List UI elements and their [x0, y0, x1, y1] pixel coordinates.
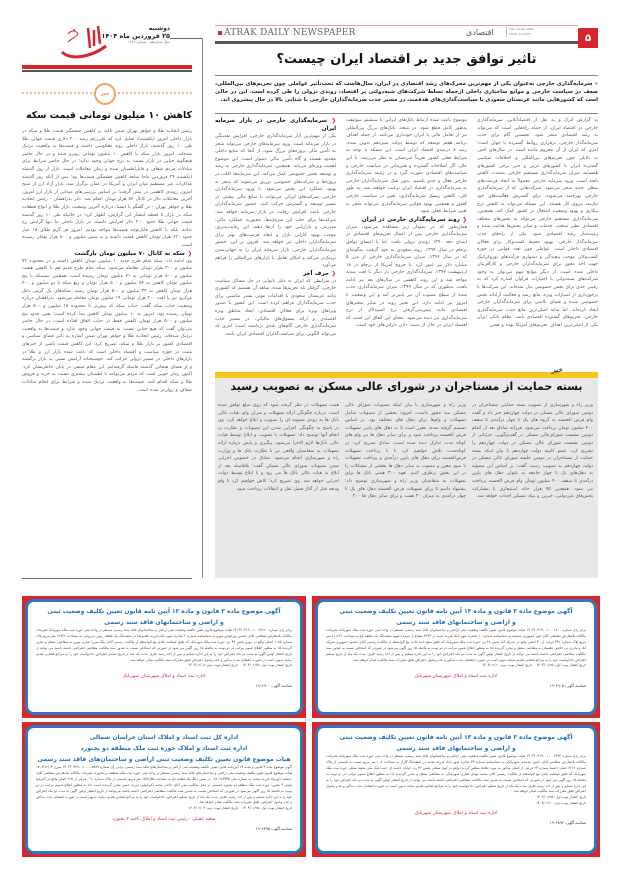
brand-label: ATRAK DAILY NEWSPAPER	[224, 28, 356, 38]
header-bottom-rule	[215, 41, 578, 44]
housing-column-2	[345, 402, 466, 574]
notice-signer: سعید عقیلی - رئیس ثبت اسناد و املاک ناحیه ۲ بجنورد	[112, 816, 216, 822]
article-column-3	[215, 117, 336, 367]
issue-line: سال شانزدهم - شماره ۱۶۸۲	[128, 40, 170, 44]
housing-column-3	[218, 402, 339, 574]
chevron-icon: ❮	[462, 216, 467, 223]
column-text: موضوع باعث شده ارتباط بانک‌های ایرانی با سیستم سوئیفت به‌طور کامل قطع شود. در نتیجه، بانک‌های بزرگ بین‌المللی نیز از تعامل مالی با ایران خودداری می‌کنند. از جمله اهداف برنامه هفتم توسعه که توسط دولت سیزدهم تدوین شده، رشد ۸ درصدی اقتصاد ایران است. این مسئله با توجه به شرایط فعلی کشور تقریباً غیرممکن به نظر می‌رسد. با این حال، اگر اصلاحات گسترده و هم‌زمانی در سیاست خارجی و سیاست‌های اقتصادی صورت گیرد و در زمینه سرمایه‌گذاری خارجی فعال و جدی باشیم، بدون شک سرمایه‌گذاران خارجی به سرمایه‌گذاری در اقتصاد ایران ترغیب خواهند شد. به طور کلی، کاهش ریسک سرمایه‌گذاری، تغییر در سیاست خارجی کشور و همچنین بهبود قوانین سرمایه‌گذاری می‌تواند منجر به تغییر شرایط فعلی شود.	[346, 118, 467, 215]
yellow-bar	[215, 372, 598, 378]
notice-signer: اداره ثبت اسناد و املاک شهرستان شهربابک	[414, 811, 498, 817]
left-red-bar	[22, 65, 192, 69]
notice-id: شناسه آگهی: ۱۹۰۴۹۰۵	[549, 682, 586, 688]
subheading	[346, 216, 467, 224]
brand-name	[218, 28, 356, 38]
notice-dates	[326, 663, 586, 669]
notice-body: برابر رای شماره ۱۴۰۳۶۰۳۱۹۰۰۱۰۰۹۶۲۲۰ هیات موضوع قانون تعیین تکلیف وضعیت ثبتی اراضی و ساختمانهای فاقد سند رسمی مستقر در واحد ثبتی حوزه ثبت ملک شهربابک تصرفات مالکانه بلامعارض متقاضی آقای حسین پورعوض مورو به شناسنامه شماره ۲ صادره شهر بابک فرزند غلامرضا در ششدانگ یک قطعه زمین مزروعی به مساحت ۶۲۳/۲ متر مربع پلاک شماره ۱۰۸۵ اصلی واقع در مورو بخش ۴۷ یزد حوزه ثبت ملک شهربابک که طبق قولنامه عادی مع الواسطه از مالکیت رسمی آقای بیگ میرزا عباری مورو به متقاضی منتقل و محرز گردیده لذا به منظور اطلاع عموم مراتب در دو نوبت به فاصله ۱۵ روز آگهی می شود در صورتی که اشخاص نسبت به صدور سند مالکیت متقاضی اعتراضی داشته باشند می توانند از تاریخ انتشار اولین آگهی به مدت دو ماه اعتراض خود را به این اداره تسلیم و پس از اخذ رسید ظرف مدت یک ماه از تاریخ تسلیم اعتراض دادخواست خود را به مراجع قضایی تقدیم نمایند بدیهی است در صورت انقضای مدت مذکور و عدم وصول اعتراض طبق مقررات سند مالکیت صادر خواهد شد.	[36, 628, 293, 662]
notice-body: آگهی موضوع ماده ۳ قانون و ماده ۱۳ آیین‌نامه قانون تعیین تکلیف وضعیت ثبتی اراضی و ساختمان‌های فاقد سند رسمی. برابر رأی شماره ۱۴۰۳۶۰۳۲۷۰۰۲۰۰۰۰۵۹۸۹ مورخ ۱۴۰۳/۱۲/۰۴ هیأت موضوع قانون تعیین تکلیف وضعیت ثبتی اراضی و ساختمان‌های فاقد سند رسمی مستقر در واحد ثبتی حوزه ثبت ملک منطقه دو بجنورد، تصرفات مالکانه بلامعارض متقاضی آقای جمشید داورپناه فرزند محمد به شماره ملی ۰۶۸۰۱۸۳۴۴۵ در شش دانگ یک قطعه باغ به مساحت ۱۵۹۱/۵۸ متر مربع، قسمتی از پلاک شماره ۹۰ - فرعی از ۲۱۵ اصلی واقع در اکبرقوا بخش ۳ بجنورد حوزه ثبت ملک منطقه دو بجنورد قسمتی از محل مالکیت ثبتی آقای حاجی محمد اکبرقوایی فرزند حسن محرز گردیده است. لذا به منظور اطلاع عموم مراتب در دو نوبت به فاصله ۱۵ روز آگهی می‌شود در صورتی که اشخاص نسبت به صدور سند مالکیت متقاضی اعتراضی داشته باشند می‌توانند از تاریخ انتشار اولین آگهی به مدت دو ماه اعتراض خود را به این اداره تسلیم و پس از اخذ رسید، ظرف مدت یک ماه از تاریخ تسلیم اعتراض، دادخواست خود را به مراجع قضایی تقدیم نمایند. بدیهی است در صورت انقضای مدت مذکور و عدم وصول اعتراض، طبق مقررات سند مالکیت صادر خواهد شد.	[36, 765, 292, 805]
column-text: همان‌طور که در نمودار زیر مشاهده می‌شود، میزان سرمایه‌گذاری خارجی پس از اعمال تحریم‌های اقتصادی در ابتدای دهه ۱۳۹۰ روندی نزولی یافت. اما با امضای توافق برجام در سال ۱۳۹۴، روند صعودی به خود گرفت، به‌گونه‌ای که در سال ۱۳۹۶، میزان سرمایه‌گذاری خارجی از مرز ۵ میلیارد دلار نیز عبور کرد. با خروج آمریکا از برجام در ۱۸ اردیبهشت ۱۳۹۷، سرمایه‌گذاری خارجی بار دیگر با افت شدید مواجه شد و این روند کاهشی در سال‌های بعد نیز ادامه یافت، به‌طوری که در سال ۱۳۹۹، میزان سرمایه‌گذاری جذب شده از سطح مصوب آن نیز پایین‌تر آمد و این وضعیت تا امروز نیز ادامه دارد. این تغییر روند در سایر متغیرهای اقتصادی مانند پیش‌بینی‌گرفتن نرخ اسپیدلاک از نرخ سرمایه‌گذاری نیز دیده می‌شود. معنای این اتفاق این است که اقتصاد ایران در حال از دست دادن دارایی‌های خود است.	[346, 224, 467, 329]
notice-id: شناسه آگهی: ۱۹۰۴۹۰۰	[255, 682, 292, 688]
subheading	[215, 117, 336, 133]
header-top-rule	[215, 25, 578, 26]
subheading-label: حرف آخر	[302, 270, 329, 277]
notice-subtitle: و اراضی و ساختمانهای فاقد سند رسمی	[396, 619, 516, 626]
column-text: همت تسهیلات در نظر گرفته شود که روی مبلغ توافق شده است. درباره چگونگی ارائه تسهیلات و میزان وام، هیات عالی بانک ها به زودی مصوبه ای را تصویب و ابلاغ خواهد کرد. وی در پاسخ به چگونگی اجرایی شدن این مصوبات و نظارت بر انجام آنها توضیح داد: تسهیلات با تصویب و ابلاغ توسط هیات عالی بانک‌ها لازم الاجرا می‌شود. پیگیری و پایش درباره ارائه تسهیلات به متقاضیان واقعی نیز با نظارت بانک ها و وزارت راه و شهرسازی انجام می‌شود. صادق در خصوص اجرایی شدن مصوبات شورای عالی مسکن گفت: بلافاصله بعد از ابلاغ به هیات عالی بانک ها می رود و با ابلاغ توسط دولت اجرایی خواهد شد. وی تصریح کرد: تلاش خواهیم کرد تا وام ودیعه قبل از آغاز فصل نقل و انتقالات پرداخت شود.	[218, 403, 339, 492]
chevron-icon: ❮	[331, 270, 336, 277]
notice-subheader: اداره ثبت اسناد و املاک حوزه ثبت ملک منطقه دو بجنورد	[80, 745, 248, 752]
column-text: وزیر راه و شهرسازی با بیان اینکه مصوبات شورای عالی مسکن سه محور داشت، افزود: بخشی از مصوبات شامل تسهیلات و وام‌ها برای دهک های مختلف بود. بر اساس تصمیم گرفته شده، مقرر است تا به دهک های پایین تسهیلات قرض الحسنه پرداخت شود و برای سایر دهک ها نیز وام های کوتاه مدت تدارک دیده شده است. صادق تصریح کرد: در کوتاه‌مدت تلاش خواهیم کرد تا با پرداخت تسهیلات قرض‌الحسنه برای دهک های پایین درآمدی و پرداخت تسهیلات با سود معین و مصوب به سایر دهک ها بخشی از مشکلات را در این بخش برطرف کنیم. تعهد ۳۰۰ همتی بانک ها برای تسهیلات به متقاضیان وزیر راه و شهرسازی توضیح داد: پیشنهاد دادیم تا برای تسهیلات قرض الحسنه دهک های یک تا چهار درآمدی به میزان ۲۰ همت و برای سایر دهک ها ۲۰۰	[345, 403, 466, 500]
volume-info	[506, 27, 556, 37]
notice-signer: اداره ثبت اسناد و املاک شهرستان شهربابک	[122, 673, 206, 679]
notice-title: آگهی موضوع ماده ۳ قانون و ماده ۱۳ آیین نامه قانون تعیین تکلیف وضعیت ثبتی	[339, 608, 573, 615]
main-article-title: تاثیر توافق جدید بر اقتصاد ایران چیست؟	[276, 52, 537, 67]
column-text: به گزارش اترک و به نقل از اقتصادآنلاین، سرمایه‌گذاری خارجی در اقتصاد ایران، از جمله راه‌هایی است که می‌تواند به رشد اقتصادی منجر شود. نخستین گام برای جذب سرمایه‌گذار خارجی، برقراری روابط گسترده با جهان است؛ امری که ایران از آن محروم مانده است. در سال‌های اخیر، به دلایلی چون تحریم‌های بین‌المللی و اختلافات سیاسی گسترده ایران با کشورهای غربی و حتی برخی کشورهای همسایه، میزان سرمایه‌گذاری مستقیم خارجی به‌شدت کاهش یافته است. ورود سرمایه خارجی معمولاً به ایجاد فرصت‌های شغلی جدید منجر می‌شود. شرکت‌هایی که از سرمایه‌گذاری خارجی بهره‌مند می‌شوند، برای گسترش فعالیت‌های خود نیازمند نیروی کار هستند. این مسئله می‌تواند به کاهش نرخ بیکاری و بهبود وضعیت اشتغال در کشور کمک کند. همچنین، سرمایه‌گذاری مستقیم خارجی می‌تواند به بخش‌های مختلف اقتصادی نظیر صنعت، خدمات و سایر بخش‌ها هدایت شده و زمینه‌ساز رشد اقتصادی شود. یکی از راه‌های جذب سرمایه‌گذار خارجی، بهبود محیط کسب‌وکار برای فعالان اقتصادی داخلی است. عواملی چون تعدد قوانین در حوزه کسب‌وکار، موجب پیچیدگی و دشواری فرآیندهای بوروکراتیک جهت اخذ مجوز برای سرمایه‌گذاران خارجی و کارآفرینان داخلی شده است. از دیگر موانع مهم می‌توان به وجود شرکت‌های شبه‌دولتی با اختیارات فراوان اشاره کرد که به رقیبی جدی برای بخش خصوصی بدل شده‌اند. این شرکت‌ها با برخورداری از امتیازات ویژه، مانع رشد و فعالیت آزادانه بخش خصوصی شده و فضای ناامنی برای سرمایه‌گذاران خارجی ایجاد کرده‌اند. اما شاید اصلی‌ترین مانع جذب سرمایه‌گذاری خارجی، تحریم‌های گسترده اقتصادی باشد. نظام بانکی ایران یکی از اصلی‌ترین اهداف تحریم‌های آمریکا بوده و همین	[477, 118, 598, 329]
notice-id: شناسه آگهی: ۱۹۰۴۳۹۵	[255, 825, 292, 831]
notice-title: آگهی موضوع ماده ۳ قانون و ماده ۱۳ آیین نامه قانون تعیین تکلیف وضعیت ثبتی	[339, 734, 573, 741]
notice-id: شناسه آگهی: ۱۹۰۴۸۹۴	[549, 820, 586, 826]
date-second: تاریخ انتشار نوبت دوم: ۱۴۰۴/۰۲/۱۰	[536, 800, 586, 805]
column-text: یکی از مهم‌ترین آثار سرمایه‌گذاری خارجی، افزایش نقدینگی در بازار سرمایه است. ورود سرمایه‌های خارجی می‌تواند منجر به تأمین مالی پروژه‌های بزرگ شود، از آنجا که منابع داخلی محدود هستند و گاه تأمین مالی دشوار است، این موضوع اهمیت ویژه‌ای می‌یابد. همچنین، سرمایه‌گذاری خارجی به رشد و توسعه بخش خصوصی کمک می‌کند. این سرمایه‌ها اغلب در پروژه‌ها و شرکت‌های خصوصی تزریق می‌شوند که منجر به بهبود عملکرد این بخش می‌شود. با ورود سرمایه‌گذاران خارجی، شرکت‌های ایرانی می‌توانند با منابع مالی بیشتر، در مسیر توسعه و گسترش حرکت کنند. حضور سرمایه‌گذاران خارجی باعث افزایش رقابت در بازار سرمایه خواهد شد. شرکت‌ها برای جلب این سرمایه‌ها، مجبورند عملکرد مالی، مدیریتی و بازاریابی خود را ارتقا دهند. این رقابت‌پذیری، موجب بهبود کارایی بازار و ایجاد فرصت‌های بهتر برای سرمایه‌گذاران داخلی نیز خواهد شد. افزون بر این، حضور سرمایه‌گذاران خارجی، بازار سرمایه ایران را به جهانی‌شدن نزدیک‌تر می‌کند و امکان تعامل با بازارهای بین‌المللی را فراهم می‌آورد.	[215, 134, 336, 269]
lead-rule	[215, 113, 598, 114]
legal-notice-4	[22, 722, 306, 857]
brand-square-icon	[218, 31, 222, 35]
date-first: تاریخ انتشار نوبت اول: ۱۴۰۴/۰۱/۲۵	[536, 795, 586, 800]
date-first: تاریخ انتشار نوبت اول: ۱۴۰۴/۰۱/۲۵	[536, 663, 586, 668]
badge-label: خبر	[100, 91, 110, 97]
subheading	[215, 270, 336, 278]
housing-news-title: بسته حمایت از مستاجران در شورای عالی مسکن به تصویب رسید	[230, 380, 583, 393]
news-text: رئیس اتحادیه طلا و جواهر تهران ضمن تاکید بر کاهش چشمگیر قیمت طلا و سکه در بازار داخلی امروز (یکشنبه)، تحلیل کرد که علی‌رغم رشد ۲۰۰ دلاری قیمت جهانی طلا طی ۱۰ روز گذشته، بازار داخلی روند معکوسی داشته و قیمت‌ها به واقعیت نزدیک شده‌اند. امروز بازار سکه با کاهش ۱۰ میلیون تومانی روبرو شده و در حال حاضر هیچگونه حبابی در بازار نسبت به نرخ جهانی وجود ندارد؛ در حال حاضر شرایط برای مبادلات مردم شفاف و قابل‌اطمینان شده و زمان معاملات است. بازار از روز گذشته (یکشنبه ۲۴ فروردین ماه) شاهد کاهش چشمگیر قیمت‌ها بود؛ پس از آنکه روز گذشته مذاکرات غیر مستقیم میان ایران و آمریکا در عمان برگزار شد، بازار آزاد ارز از صبح امروز، روندی کاهشی در پیش گرفت؛ بر اساس بررسی‌های میدانی از بازار ارز امروز، آخرین معاملات دلار در کانال ۸۴ هزار تومان انجام شد. نادر بذرافشان - رئیس اتحادیه طلا و جواهر تهران - در گفتگو با ایسنا، درباره آخرین وضعیت بازار طلا و انواع قطعات سکه در بازار تا لحظه انتشار این گزارش، اظهار کرد: در حالیکه طی ۱۰ روز گذشته قیمت جهانی طلا حدود ۲۰۰ دلار افزایش داشته، در بازار داخلی ما تنها گرایش رخ نداده، بلکه با کاهش قابل‌توجه قیمت‌ها مواجه بودیم. امروز هر گرم طلای ۱۸ عیار حدود ۶۲۰ هزار تومان کاهش قیمت داشته و به شش میلیون و ۸۰۰ هزار تومان رسیده است.	[22, 129, 192, 248]
notice-body: برابر رای شماره ۱۴۰۳۶۰۳۱۹۰۰۱۰۰۰۳۶۳۳ هیات موضوع قانون تعیین تکلیف وضعیت ثبتی اراضی و ساختمانهای فاقد سند رسمی مستقر در واحد ثبتی حوزه ثبت ملک شهربابک تصرفات مالکانه بلامعارض متقاضی آقای حسن محمدی شهربابکی به شناسنامه شماره ۳۹ صادره شهر بابک فرزند محمد در ششدانگ گاراژ به مساحت ۱۰۸ متر مربع نسبت به قسمتی از پلاک شماره ۶۶۱۶ اصلی (ضمنا شماره ۲۳ فرعی از اصلی مذکور به مورد تقاضا منظور گردید) واقع در کوی سفلی بخش ۳۶ یزد خیابان خامنه ای جنب بانک ملی شعبه سفلی حوزه ثبت ملک شهربابک که طبق قولنامه عادی مع الواسطه از مالکیت رسمی آقای محمد مهدی غفاری شهربابکی به متقاضی منتقل و محرز گردیده. لذا به منظور اطلاع عموم مراتب در دو نوبت به فاصله ۱۵ روز آگهی می شود در صورتی که اشخاص نسبت به صدور سند مالکیت متقاضی اعتراضی داشته باشند می توانند از تاریخ انتشار اولین آگهی به مدت دو ماه اعتراض خود را به این اداره تسلیم و پس از اخذ رسید ظرف مدت یک ماه از تاریخ تسلیم اعتراض، دادخواست خود را به مراجع قضایی تقدیم نمایند بدیهی است در صورت انقضای مدت مذکور و عدم وصول اعتراض طبق مقررات سند مالکیت صادر خواهد شد.	[326, 754, 587, 794]
lead-text: سرمایه‌گذاری خارجی به‌عنوان یکی از مهم‌ترین محرک‌های رشد اقتصادی در ایران، سال‌هاست که تحت‌تأثیر عواملی چون تحریم‌های بین‌المللی، ضعف در سیاست خارجی و موانع ساختاری داخلی ازجمله تسلط شرکت‌های شبه‌دولتی بر اقتصاد، روندی نزولی را طی کرده است. این در حالی است که کشورهایی مانند عربستان سعودی با سیاست‌گذاری‌های هدفمند، در مسیر جذب سرمایه‌گذاران خارجی با شتابی بالا در حال پیشروی اند.	[215, 81, 598, 104]
chevron-icon: ❮	[187, 250, 192, 257]
date-first: تاریخ انتشار نوبت اول: ۱۴۰۴/۰۱/۲۵	[242, 663, 292, 668]
date-second: تاریخ انتشار نوبت دوم: ۱۴۰۴/۰۲/۰۹	[188, 806, 238, 811]
subheading	[22, 250, 192, 258]
left-bottom-rule	[22, 578, 192, 579]
notice-header: اداره کل ثبت اسناد و املاک استان خراسان شمالی	[89, 734, 239, 741]
date-first: تاریخ انتشار نوبت اول: ۱۴۰۴/۰۱/۲۵	[242, 806, 292, 811]
notice-subtitle: و اراضی و ساختمانهای فاقد سند رسمی	[396, 745, 516, 752]
notice-title: آگهی موضوع ماده ۳ قانون و ماده ۱۳ آیین نامه قانون تعیین تکلیف وضعیت ثبتی	[47, 608, 281, 615]
housing-column-1	[472, 402, 593, 574]
masthead-rule	[170, 38, 202, 39]
column-text: در شرایطی که ایران به دلیل ناتوانی در حل مسائل سیاست خارجی، گرفتار تله تحریم‌ها شده، شاهد آن هستیم که کشوری مانند عربستان سعودی با اقدامات موثر، بستر مناسبی برای جذب سرمایه‌گذاران فراهم کرده است. این کشور با صدور ویزاهای ویژه برای فعالان اقتصادی، ایجاد مناطق ویژه اقتصادی و ارائه مشوق‌های مالیاتی، در مسیر جذب سرمایه‌گذاری خارجی گام‌های بلندی برداشته است؛ امری که می‌تواند الگویی برای سیاست‌گذاران اقتصادی ایران باشد.	[215, 278, 336, 337]
masthead-date	[100, 25, 170, 44]
date-english: APRIL 14,2025	[509, 32, 531, 36]
subheading-label: سرمایه‌گذاری خارجی در بازار سرمایه ایران	[215, 118, 336, 132]
column-text: وزیر راه و شهرسازی از تصویب بسته حمایتی مستاجران در دومین شورای عالی مسکن در دولت چهاردهم خبر داد و گفت وام قرض الحسنه به گروه های یک تا چهار درآمدی تا سقف ۴۰۰ میلیون تومان پرداخت می‌شود. فرزانه صادق بعد از اتمام دومین نشست شورای‌عالی مسکن در گفت‌وگویی، جزئیاتی از دومین نشست شورای عالی مسکن در دولت چهاردهم را تشریح کرد. عضو کابینه دولت چهاردهم با بیان اینکه بسته حمایت از مستاجران در دومین جلسه شورای عالی مسکن در دولت چهاردهم به تصویب رسید، گفت: بر اساس این مصوبه به دهک‌های یک تا چهار جامعه به عنوان دهک های پایین درآمدی تا سقف ۴۰۰ میلیون تومان وام قرض الحسنه پرداخت می شود. همچنین ۷۵ هزار خانه استیجاری با مشارکت بخش‌های غیردولتی، خیرین و بنیاد مسکن احداث خواهد شد.	[472, 403, 593, 500]
date-second: تاریخ انتشار نوبت دوم: ۱۴۰۴/۰۲/۱۰	[482, 663, 532, 668]
news-badge	[94, 83, 116, 105]
notice-signer: اداره ثبت اسناد و املاک شهرستان شهربابک	[414, 673, 498, 679]
legal-notice-1	[312, 596, 600, 718]
page-number: ۵	[578, 28, 598, 48]
weekday: دوشنبه	[148, 25, 170, 32]
article-column-2	[346, 117, 467, 367]
notice-dates	[36, 663, 292, 669]
notice-title: هیات موضوع قانون تعیین تکلیف وضعیت ثبتی اراضی و ساختمان‌های فاقد سند رسمی	[37, 756, 291, 763]
notice-subtitle: و اراضی و ساختمانهای فاقد سند رسمی	[104, 619, 224, 626]
left-news-title: کاهش ۱۰ میلیون تومانی قیمت سکه	[26, 110, 192, 121]
left-grey-bar	[22, 70, 192, 72]
news-text: وی ادامه داد: سکه تمام طرح جدید ۱۰ میلیون تومان کاهش داشته و در محدوده ۷۲ میلیون و ۳۰۰ هزار تومان معامله می‌شود. سکه تمام طرح قدیم هم با کاهش هشت میلیون و ۸۰۰ هزار تومانی به ۷۱ میلیون تومان رسیده است. همچنین نیم‌سکه با پنج میلیون تومان کاهش به ۵۴ میلیون و ۵۰۰ هزار تومان و ربع سکه با دو میلیون و ۴۰۰ هزار تومان کاهش به ۳۲ میلیون و ۵۰۰ هزار تومان رسید. سکه‌های یک گرمی بانک مرکزی نیز با افت ۲۰۰ هزار تومانی ۱۹ میلیون تومان معامله می‌شود. بذرافشان درباره وضعیت حباب سکه گفت: حباب سکه که پیش‌تر تا محدوده ۱۵ میلیون و ۵۰۰ هزار تومان رسیده بود، امروز به ۱۰ میلیون تومان کاهش پیدا کرده است؛ یعنی حدود پنج میلیون و ۵۰۰ هزار تومان کاهش فقط در حباب اتفاق افتاده است. در حال حاضر می‌توان گفت که هیچ حبابی نسبت به قیمت جهانی وجود ندارد و قیمت‌ها به واقعیت نزدیک شده‌اند. رئیس اتحادیه طلا و جواهر تهران ضمن اشاره به تأثیر فضای سیاسی و اقتصادی کشور بر بازار طلا و سکه، تصریح کرد: این کاهش قیمت ناشی از خبرهای مثبت در حوزه سیاست و اقتصاد داخلی است که باعث شده بازار ارز و طلا در بازارهای داخلی در مسیر نزولی حرکت کند. خوشبختانه آرامش نسبی به بازار برگشته و از فضای هیجانی گذشته فاصله گرفته‌ایم. این مقام صنفی در پایان خاطرنشان کرد: اکنون زمان خوبی است که مردم می‌توانند با اطمینان بیشتری نسبت به خرید و فروش طلا و سکه اقدام کنند. قیمت‌ها به واقعیت نزدیک شده و شرایط برای انجام مبادلات شفاف و روان‌تر شده است.	[22, 258, 192, 393]
main-article-lead	[215, 80, 598, 105]
date-persian: ۲۵ فروردین ماه ۱۴۰۴	[101, 32, 170, 40]
double-chevron-icon: «	[594, 81, 598, 87]
subheading-label: سکه به کانال ۷۰ میلیون تومان بازگشت	[74, 250, 185, 257]
column-divider	[202, 38, 203, 578]
legal-notice-3	[312, 722, 600, 857]
legal-notice-2	[22, 596, 306, 718]
article-column-1	[477, 117, 598, 367]
date-second: تاریخ انتشار نوبت دوم: ۱۴۰۴/۰۲/۰۸	[188, 663, 238, 668]
notice-dates	[36, 806, 292, 812]
title-rule	[215, 75, 598, 76]
news-tag: خبر	[552, 366, 563, 374]
subheading-label: روند سرمایه‌گذاری خارجی در ایران	[361, 216, 460, 223]
notice-body: برابر رای شماره ۱۴۰۳۶۰۳۱۹۰۰۱۰۰۰۱۸۰۰ هیات موضوع قانون تعیین تکلیف وضعیت ثبتی اراضی و ساختمانهای فاقد سند رسمی مستقر در واحد ثبتی حوزه ثبت ملک شهربابک تصرفات مالکانه بلامعارض متقاضی آقای انور جمهوری سیستد به شناسنامه شماره ۱۰ صادره شهر بابک فرزند حمید در ۳۶۴۴ مشاع از سیزده سهم ششدانگ یک قطعه باغ به مساحت ۱۱۱/۲۶ متر مربع پلاک شماره ۴۳۱ فرعی از ۴۰ اصلی واقع در شریک آباد بخش ۴۸ یزد حوزه ثبت ملک شهربابک که طبق منتج نامه عادی مع الواسطه از مالکیت رسمی آقای محمود جمهوری شریک آباد و مادری بی خاضی دهستان به متقاضی منتقل و محرز گردیده لذا به منظور اطلاع عموم مراتب در دو نوبت به فاصله ۱۵ روز آگهی می‌شود در صورتی که اشخاص نسبت به صدور سند مالکیت متقاضی اعتراضی داشته باشند می توانند از تاریخ انتشار اولین آگهی به مدت دو ماه اعتراض خود را به این اداره تسلیم و پس از اخذ رسید ظرف مدت یک ماه از تاریخ تسلیم اعتراض دادخواست خود را به مراجع قضایی تقدیم نمایند بدیهی است در صورت انقضای مدت مذکور و عدم وصول اعتراض طبق مقررات سند مالکیت صادر خواهد شد.	[326, 628, 587, 662]
chevron-icon: ❮	[331, 118, 336, 124]
left-news-body	[22, 128, 192, 528]
section-name: اقتصادی	[466, 28, 494, 37]
volume-number: VOL.16,NO.1682	[509, 27, 534, 31]
